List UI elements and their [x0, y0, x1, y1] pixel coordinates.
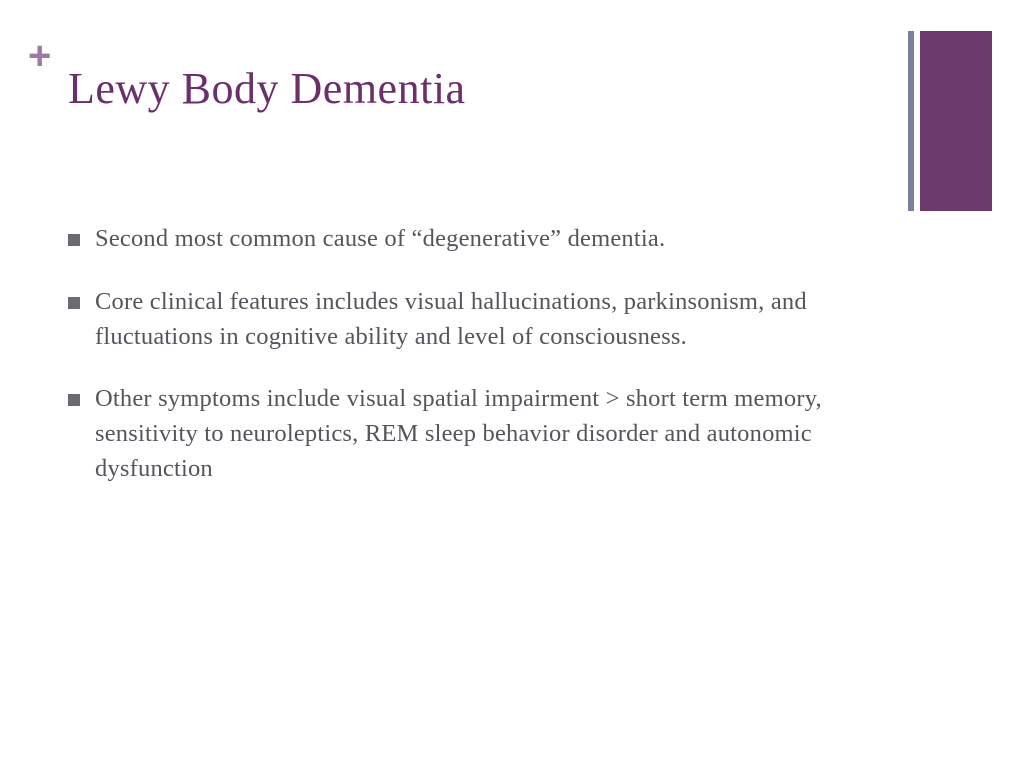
list-item-text: Core clinical features includes visual hallucinations, parkinsonism, and fluctuations in cognitive ability and level of consciousness. — [95, 287, 807, 350]
accent-bar-thick — [920, 31, 992, 211]
list-item-text: Other symptoms include visual spatial impairment > short term memory, sensitivity to neuroleptics, REM sleep behavior disorder and autonomic dysfunction — [95, 385, 822, 482]
square-bullet-icon — [68, 234, 80, 246]
list-item-text: Second most common cause of “degenerative” dementia. — [95, 225, 666, 252]
square-bullet-icon — [68, 394, 80, 406]
bullet-list — [68, 222, 908, 515]
list-item — [68, 285, 908, 355]
list-item — [68, 382, 908, 486]
accent-bar-thin — [908, 31, 914, 211]
square-bullet-icon — [68, 297, 80, 309]
decorative-accent-bars — [908, 31, 992, 211]
plus-icon: + — [28, 34, 52, 78]
list-item — [68, 222, 908, 257]
page-title: Lewy Body Dementia — [68, 64, 466, 113]
